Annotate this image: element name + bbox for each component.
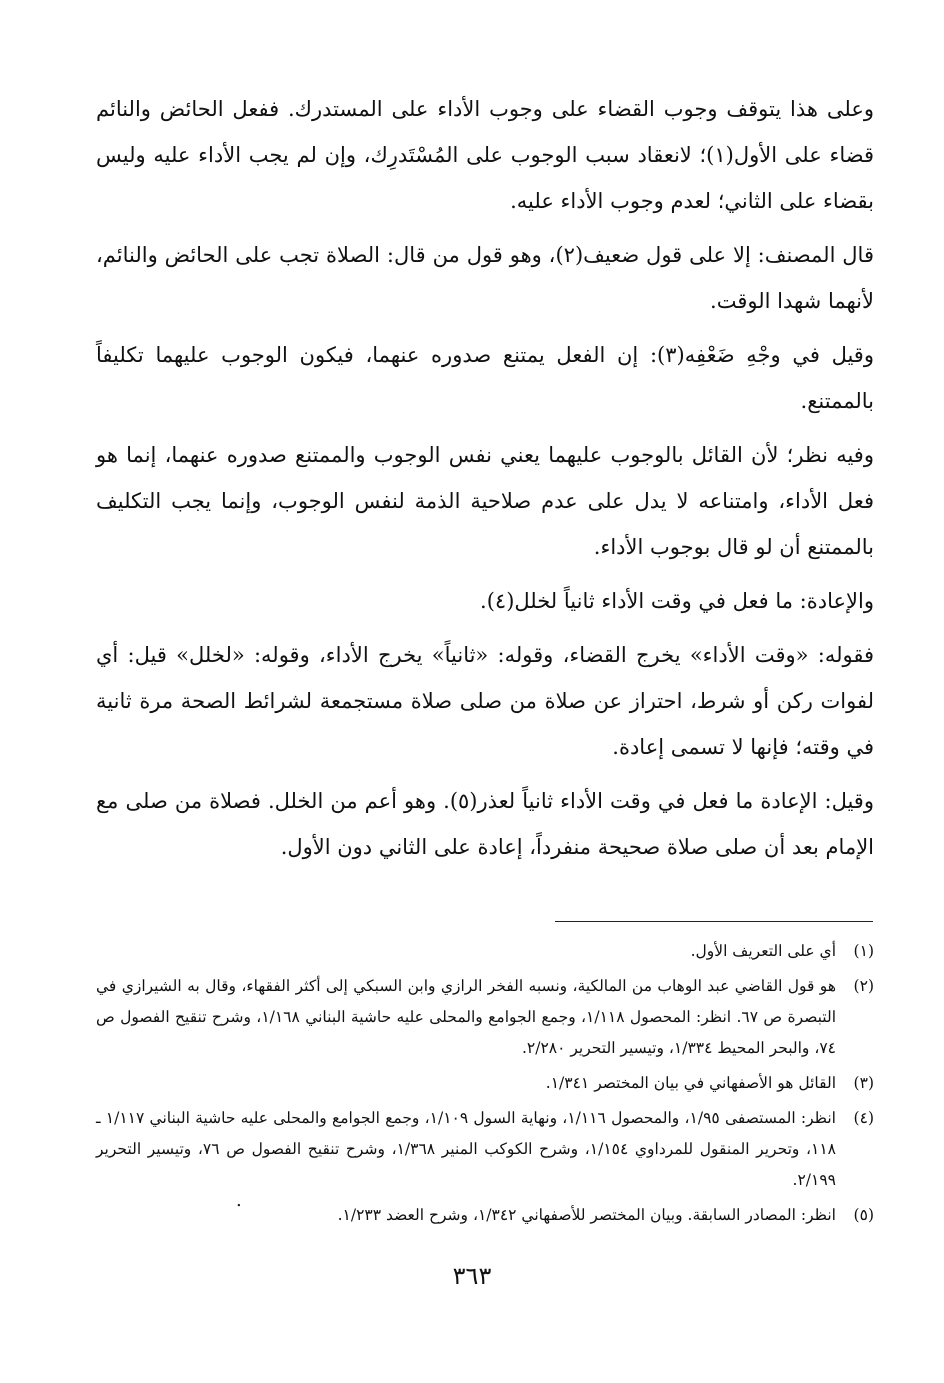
stray-mark: . bbox=[236, 1190, 242, 1211]
footnote-number: (٢) bbox=[853, 977, 874, 995]
paragraph: وعلى هذا يتوقف وجوب القضاء على وجوب الأداء على المستدرك. ففعل الحائض والنائم قضاء على الأول(١)؛ لانعقاد سبب الوجوب على المُسْتَدرِك، وإن لم يجب الأداء عليه وليس بقضاء على الثاني؛ لعدم وجوب الأداء عليه. bbox=[96, 97, 874, 213]
footnote bbox=[96, 971, 874, 1064]
paragraph: وقيل: الإعادة ما فعل في وقت الأداء ثانياً لعذر(٥). وهو أعم من الخلل. فصلاة من صلى مع الإمام بعد أن صلى صلاة صحيحة منفرداً، إعادة على الثاني دون الأول. bbox=[96, 789, 874, 859]
footnote-number: (١) bbox=[853, 942, 874, 960]
footnote-divider bbox=[555, 921, 873, 922]
page-number: ٣٦٣ bbox=[452, 1262, 492, 1290]
footnote-text: انظر: المصادر السابقة. وبيان المختصر للأصفهاني ١/٣٤٢، وشرح العضد ١/٢٣٣. bbox=[337, 1206, 836, 1224]
main-text bbox=[96, 86, 874, 878]
footnote bbox=[96, 1068, 874, 1099]
footnote-number: (٣) bbox=[853, 1074, 874, 1092]
footnote-text: القائل هو الأصفهاني في بيان المختصر ١/٣٤١. bbox=[545, 1074, 836, 1092]
footnote bbox=[96, 1200, 874, 1231]
paragraph: قال المصنف: إلا على قول ضعيف(٢)، وهو قول من قال: الصلاة تجب على الحائض والنائم، لأنهما شهدا الوقت. bbox=[96, 243, 874, 313]
footnote-text: هو قول القاضي عبد الوهاب من المالكية، ونسبه الفخر الرازي وابن السبكي إلى أكثر الفقهاء، وقال به الشيرازي في التبصرة ص ٦٧. انظر: المحصول ١/١١٨، وجمع الجوامع والمحلى عليه حاشية البناني ١/١٦٨، وشرح تنقيح الفصول ص ٧٤، والبحر المحيط ١/٣٣٤، وتيسير التحرير ٢/٢٨٠. bbox=[96, 977, 837, 1057]
footnote-text: أي على التعريف الأول. bbox=[690, 942, 836, 960]
paragraph: وفيه نظر؛ لأن القائل بالوجوب عليهما يعني نفس الوجوب والممتنع صدوره عنهما، إنما هو فعل الأداء، وامتناعه لا يدل على عدم صلاحية الذمة لنفس الوجوب، وإنما يجب التكليف بالممتنع أن لو قال بوجوب الأداء. bbox=[96, 443, 874, 559]
footnote-number: (٥) bbox=[853, 1206, 874, 1224]
footnote bbox=[96, 936, 874, 967]
paragraph: فقوله: «وقت الأداء» يخرج القضاء، وقوله: «ثانياً» يخرج الأداء، وقوله: «لخلل» قيل: أي لفوات ركن أو شرط، احتراز عن صلاة من صلى صلاة مستجمعة لشرائط الصحة مرة ثانية في وقته؛ فإنها لا تسمى إعادة. bbox=[96, 643, 874, 759]
footnotes bbox=[96, 936, 874, 1235]
footnote-number: (٤) bbox=[853, 1109, 874, 1127]
paragraph: والإعادة: ما فعل في وقت الأداء ثانياً لخلل(٤). bbox=[480, 589, 874, 613]
footnote bbox=[96, 1103, 874, 1196]
footnote-text: انظر: المستصفى ١/٩٥، والمحصول ١/١١٦، ونهاية السول ١/١٠٩، وجمع الجوامع والمحلى عليه حاشية البناني ١/١١٧ ـ ١١٨، وتحرير المنقول للمرداوي ١/١٥٤، وشرح الكوكب المنير ١/٣٦٨، وشرح تنقيح الفصول ص ٧٦، وتيسير التحرير ٢/١٩٩. bbox=[96, 1109, 836, 1189]
paragraph: وقيل في وجْهِ ضَعْفِه(٣): إن الفعل يمتنع صدوره عنهما، فيكون الوجوب عليهما تكليفاً بالممتنع. bbox=[96, 343, 874, 413]
